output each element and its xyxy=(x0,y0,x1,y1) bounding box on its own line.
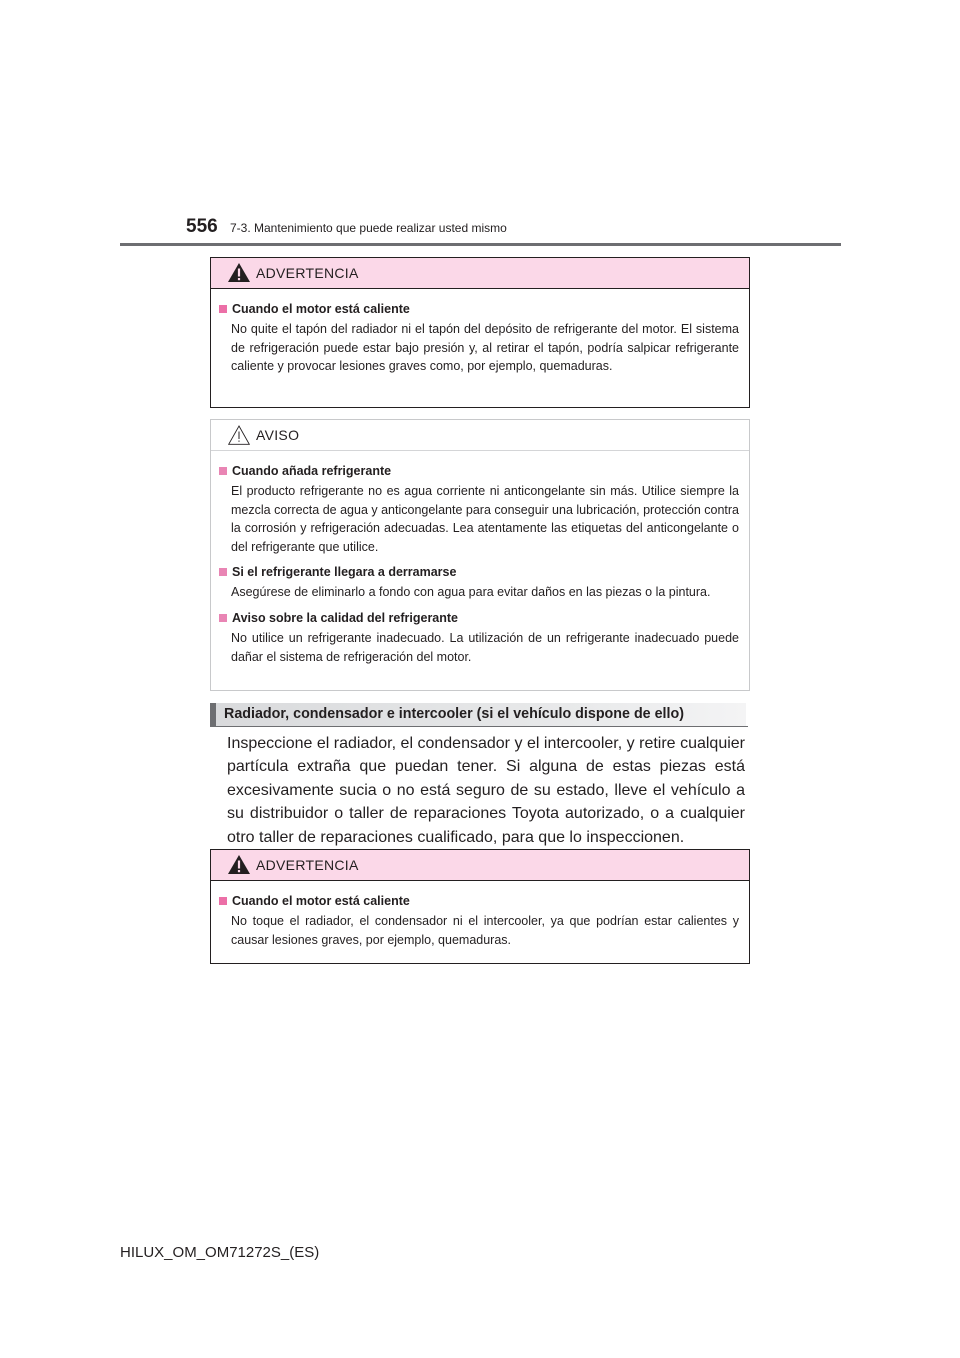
warning-item-text: No quite el tapón del radiador ni el tapón del depósito de refrigerante del motor. El sistema de refrigeración puede estar bajo presión y, al retirar el tapón, podría salpicar refrigerante caliente y provocar lesiones graves como, por ejemplo, quemaduras. xyxy=(231,322,739,374)
header-rule xyxy=(120,243,841,246)
notice-box-body xyxy=(211,451,749,678)
warning-item-text: No toque el radiador, el condensador ni el intercooler, ya que podrían estar calientes y causar lesiones graves, por ejemplo, quemaduras. xyxy=(231,914,739,947)
subsection-heading: Radiador, condensador e intercooler (si el vehículo dispone de ello) xyxy=(210,703,746,726)
warning-box-header xyxy=(211,850,749,881)
notice-box-header xyxy=(211,420,749,451)
square-bullet-icon xyxy=(219,305,227,313)
notice-triangle-icon xyxy=(228,425,250,445)
warning-item-heading: Cuando el motor está caliente xyxy=(219,891,739,911)
page-number: 556 xyxy=(186,216,218,237)
warning-box-hot-engine-cap xyxy=(210,257,750,408)
notice-item-text: No utilice un refrigerante inadecuado. La utilización de un refrigerante inadecuado puede dañar el sistema de refrigeración del motor. xyxy=(231,630,739,664)
notice-box-coolant xyxy=(210,419,750,691)
warning-box-body xyxy=(211,289,749,388)
notice-box-title: AVISO xyxy=(256,427,300,443)
warning-item xyxy=(219,299,739,376)
section-title: 7-3. Mantenimiento que puede realizar usted mismo xyxy=(230,221,507,235)
notice-item-text: El producto refrigerante no es agua corriente ni anticongelante sin más. Utilice siempre la mezcla correcta de agua y anticongelante para conseguir una lubricación, protección contra la corrosión y refrigeración adecuadas. Lea atentamente las etiquetas del anticongelante o del refrigerante que utilice. xyxy=(231,484,739,554)
notice-item xyxy=(219,608,739,666)
warning-box-body xyxy=(211,881,749,961)
subsection-heading-rule xyxy=(210,726,748,727)
square-bullet-icon xyxy=(219,897,227,905)
warning-item-heading: Cuando el motor está caliente xyxy=(219,299,739,319)
square-bullet-icon xyxy=(219,614,227,622)
footer-document-code: HILUX_OM_OM71272S_(ES) xyxy=(120,1244,320,1261)
warning-triangle-icon xyxy=(228,263,250,282)
warning-item xyxy=(219,891,739,949)
notice-item-heading: Aviso sobre la calidad del refrigerante xyxy=(219,608,739,628)
square-bullet-icon xyxy=(219,568,227,576)
notice-item-heading: Si el refrigerante llegara a derramarse xyxy=(219,562,739,582)
warning-box-header xyxy=(211,258,749,289)
notice-item-heading: Cuando añada refrigerante xyxy=(219,461,739,481)
warning-box-title: ADVERTENCIA xyxy=(256,857,359,873)
notice-item-text: Asegúrese de eliminarlo a fondo con agua para evitar daños en las piezas o la pintura. xyxy=(231,585,711,600)
warning-box-hot-radiator xyxy=(210,849,750,964)
warning-triangle-icon xyxy=(228,855,250,874)
notice-item xyxy=(219,562,739,602)
square-bullet-icon xyxy=(219,467,227,475)
notice-item xyxy=(219,461,739,556)
body-paragraph: Inspeccione el radiador, el condensador y el intercooler, y retire cualquier partícula extraña que puedan tener. Si alguna de estas piezas está excesivamente sucia o no está seguro de su estado, lleve el vehículo a su distribuidor o taller de reparaciones Toyota autorizado, o a cualquier otro taller de reparaciones cualificado, para que lo inspeccionen. xyxy=(227,735,745,846)
warning-box-title: ADVERTENCIA xyxy=(256,265,359,281)
